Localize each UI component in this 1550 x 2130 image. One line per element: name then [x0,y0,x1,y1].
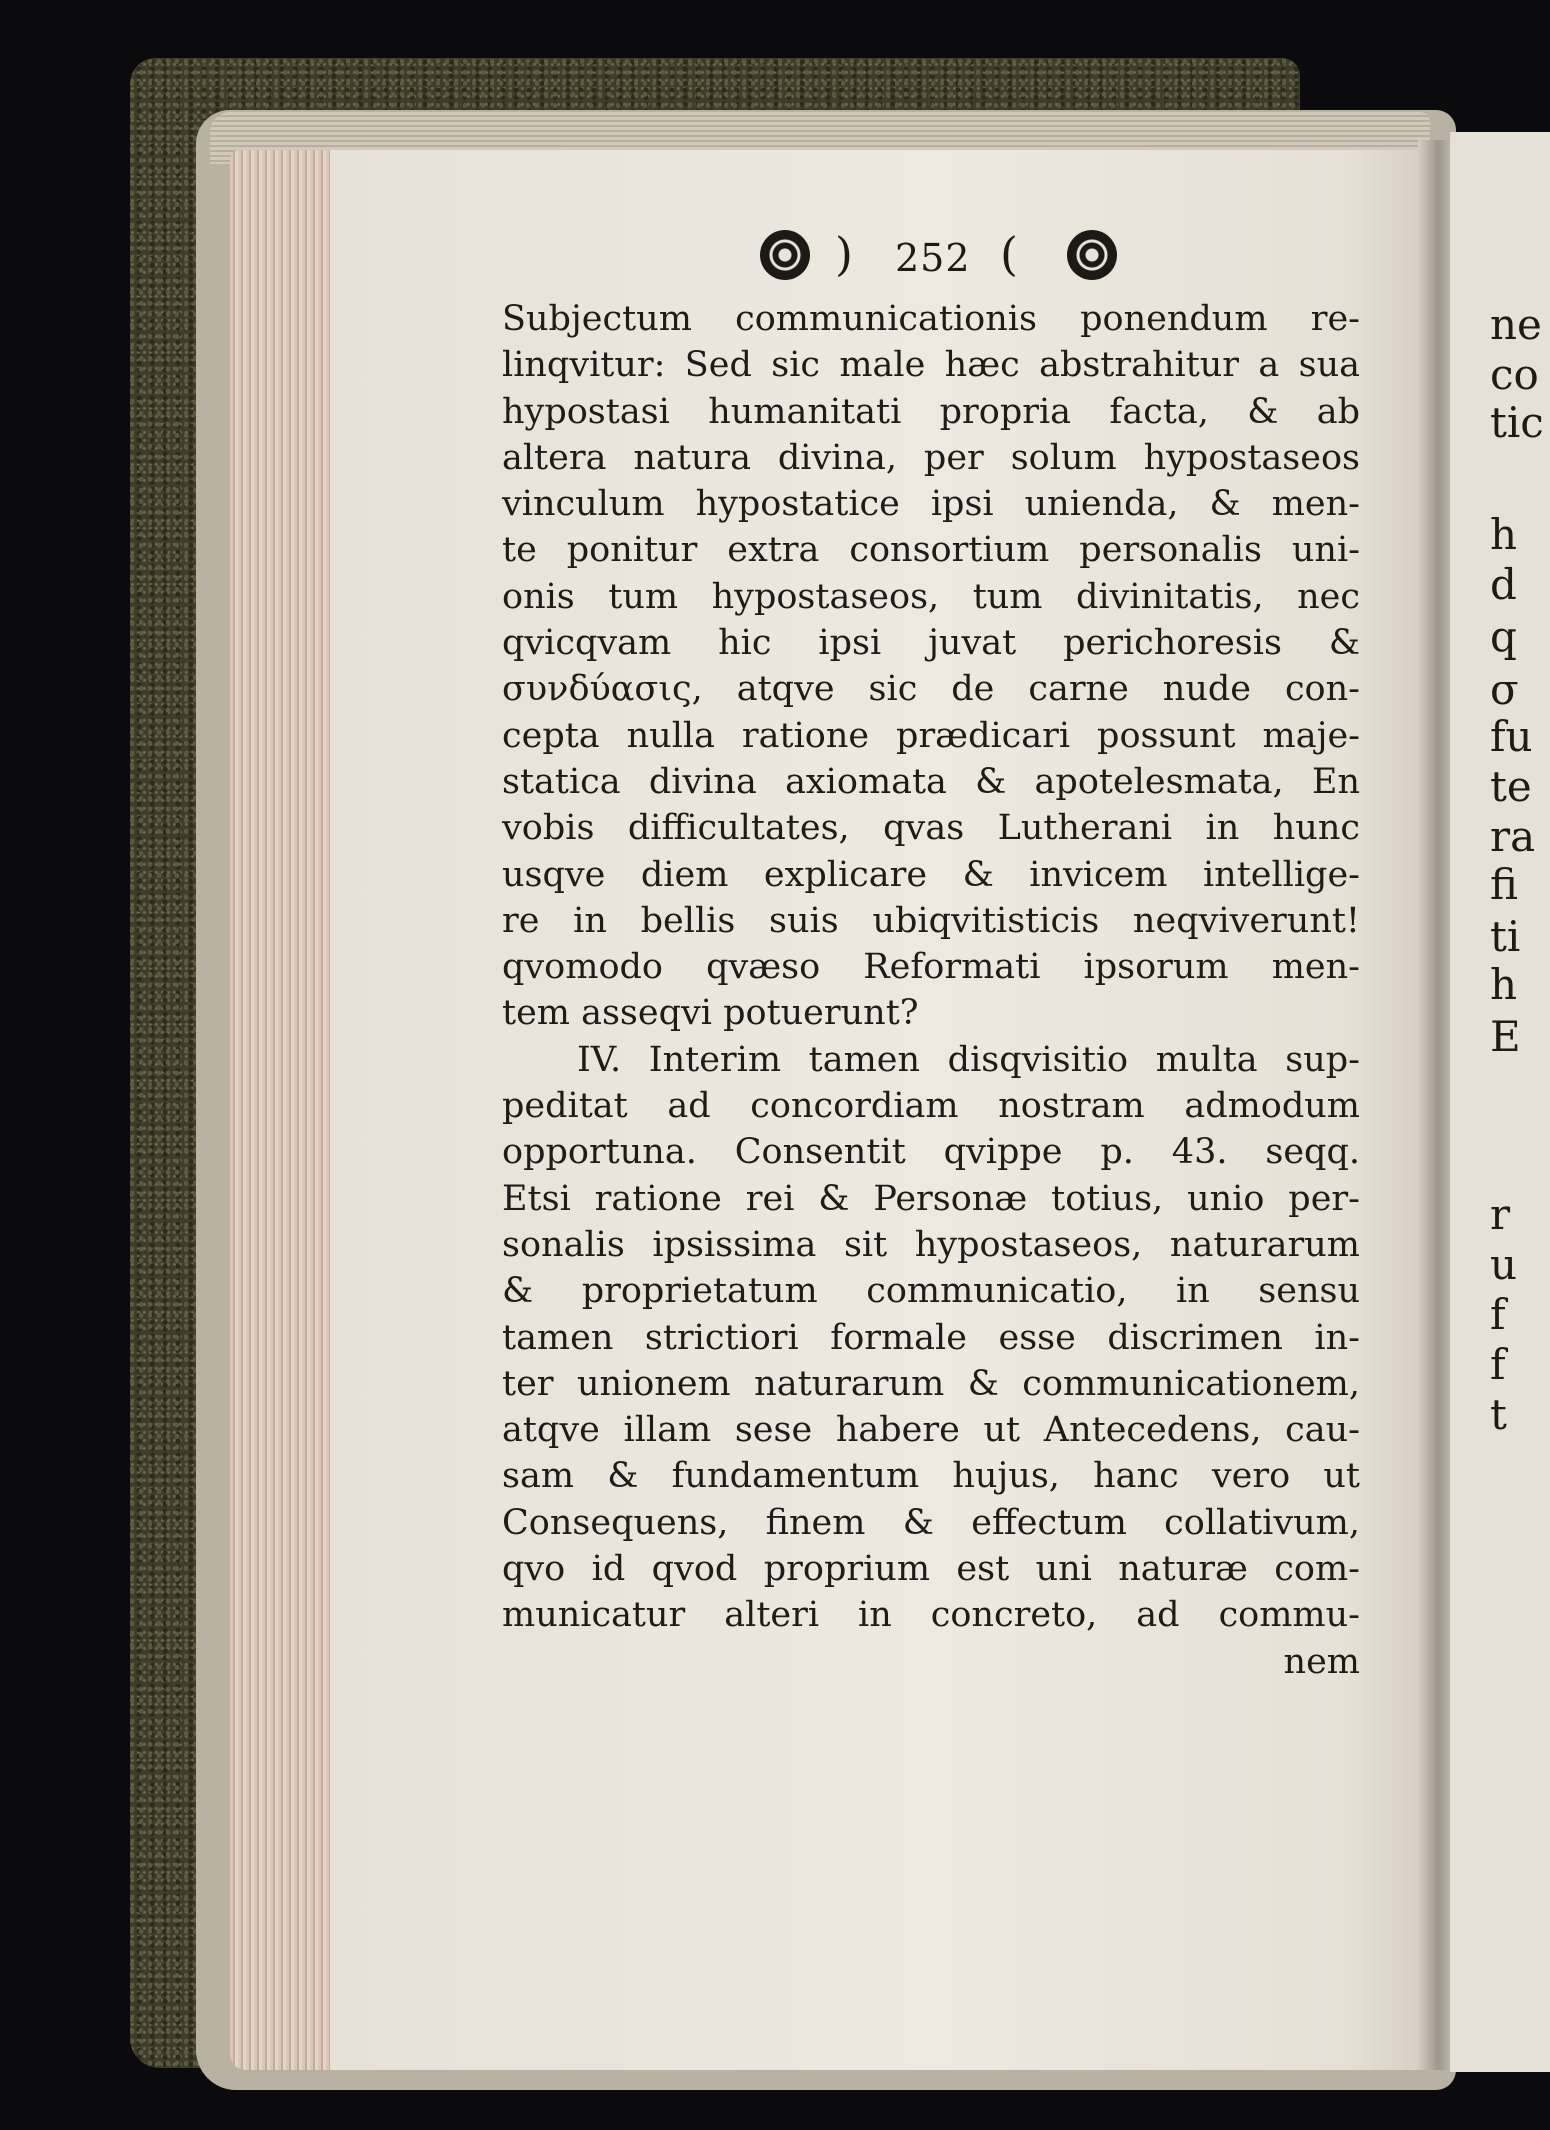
side-page-edges [230,150,340,2070]
text-line: vinculum hypostatice ipsi unienda, & men- [502,484,1360,525]
text-line: συνδύασις, atqve sic de carne nude con- [502,669,1360,710]
facing-page-fragment: σ [1490,665,1519,714]
facing-page-fragment: f [1490,1290,1506,1339]
facing-page-fragment: co [1490,350,1539,399]
facing-page-fragment: u [1490,1240,1518,1289]
facing-page-fragment: h [1490,960,1518,1009]
text-line: qvomodo qvæso Reformati ipsorum men- [502,947,1360,988]
text-line: Consequens, finem & effectum collativum, [502,1502,1360,1543]
text-line: qvo id qvod proprium est uni naturæ com- [502,1549,1360,1590]
text-line: Subjectum communicationis ponendum re- [502,299,1360,339]
ornament-left-icon [760,230,810,280]
facing-page-fragment: tic [1490,398,1544,447]
page-number: 252 [895,236,971,280]
facing-page-fragment: h [1490,510,1518,559]
text-line: linqvitur: Sed sic male hæc abstrahitur a sua [502,345,1360,386]
text-line: tamen strictiori formale esse discrimen in- [502,1317,1360,1358]
text-line: cepta nulla ratione prædicari possunt maje- [502,715,1360,756]
text-line: hypostasi humanitati propria facta, & ab [502,391,1360,432]
facing-page-fragment: fu [1490,712,1533,761]
facing-page-fragment: d [1490,560,1517,609]
facing-page-fragment: fi [1490,860,1519,909]
text-line: municatur alteri in concreto, ad commu- [502,1595,1360,1636]
text-line: IV. Interim tamen disqvisitio multa sup- [577,1039,1360,1080]
text-line: re in bellis suis ubiqvitisticis neqviverunt! [502,900,1360,941]
text-line: peditat ad concordiam nostram admodum [502,1086,1360,1127]
header-paren-right: ( [1000,227,1018,281]
text-line: sam & fundamentum hujus, hanc vero ut [502,1456,1360,1497]
text-line: sonalis ipsissima sit hypostaseos, naturarum [502,1224,1360,1265]
text-line: tem asseqvi potuerunt? [502,993,919,1034]
facing-page-fragment: ne [1490,300,1542,349]
text-line: statica divina axiomata & apotelesmata, En [502,761,1360,802]
facing-page-fragment: r [1490,1190,1511,1239]
facing-page-fragment: q [1490,612,1517,661]
text-line: vobis difficultates, qvas Lutherani in hunc [502,808,1360,849]
facing-page-fragment: E [1490,1012,1521,1061]
facing-page-fragment: ra [1490,812,1536,861]
text-line: atqve illam sese habere ut Antecedens, cau- [502,1410,1360,1451]
text-line: opportuna. Consentit qvippe p. 43. seqq. [502,1132,1360,1173]
facing-page-fragment: f [1490,1340,1506,1389]
text-line: & proprietatum communicatio, in sensu [502,1271,1360,1312]
text-line: ter unionem naturarum & communicationem, [502,1363,1360,1404]
body-text [502,296,1360,1685]
text-line: Etsi ratione rei & Personæ totius, unio per- [502,1178,1360,1219]
ornament-right-icon [1067,230,1117,280]
text-line: te ponitur extra consortium personalis uni- [502,530,1360,571]
text-line: onis tum hypostaseos, tum divinitatis, nec [502,576,1360,617]
text-line: altera natura divina, per solum hypostaseos [502,437,1360,478]
text-line: nem [1283,1641,1360,1682]
header-paren-left: ) [835,227,853,281]
facing-page-fragment: te [1490,762,1532,811]
running-header [745,226,1125,286]
facing-page-fragment: ti [1490,912,1521,961]
facing-page-fragment: t [1490,1390,1507,1439]
text-line: qvicqvam hic ipsi juvat perichoresis & [502,623,1360,664]
text-line: usqve diem explicare & invicem intellige- [502,854,1360,895]
